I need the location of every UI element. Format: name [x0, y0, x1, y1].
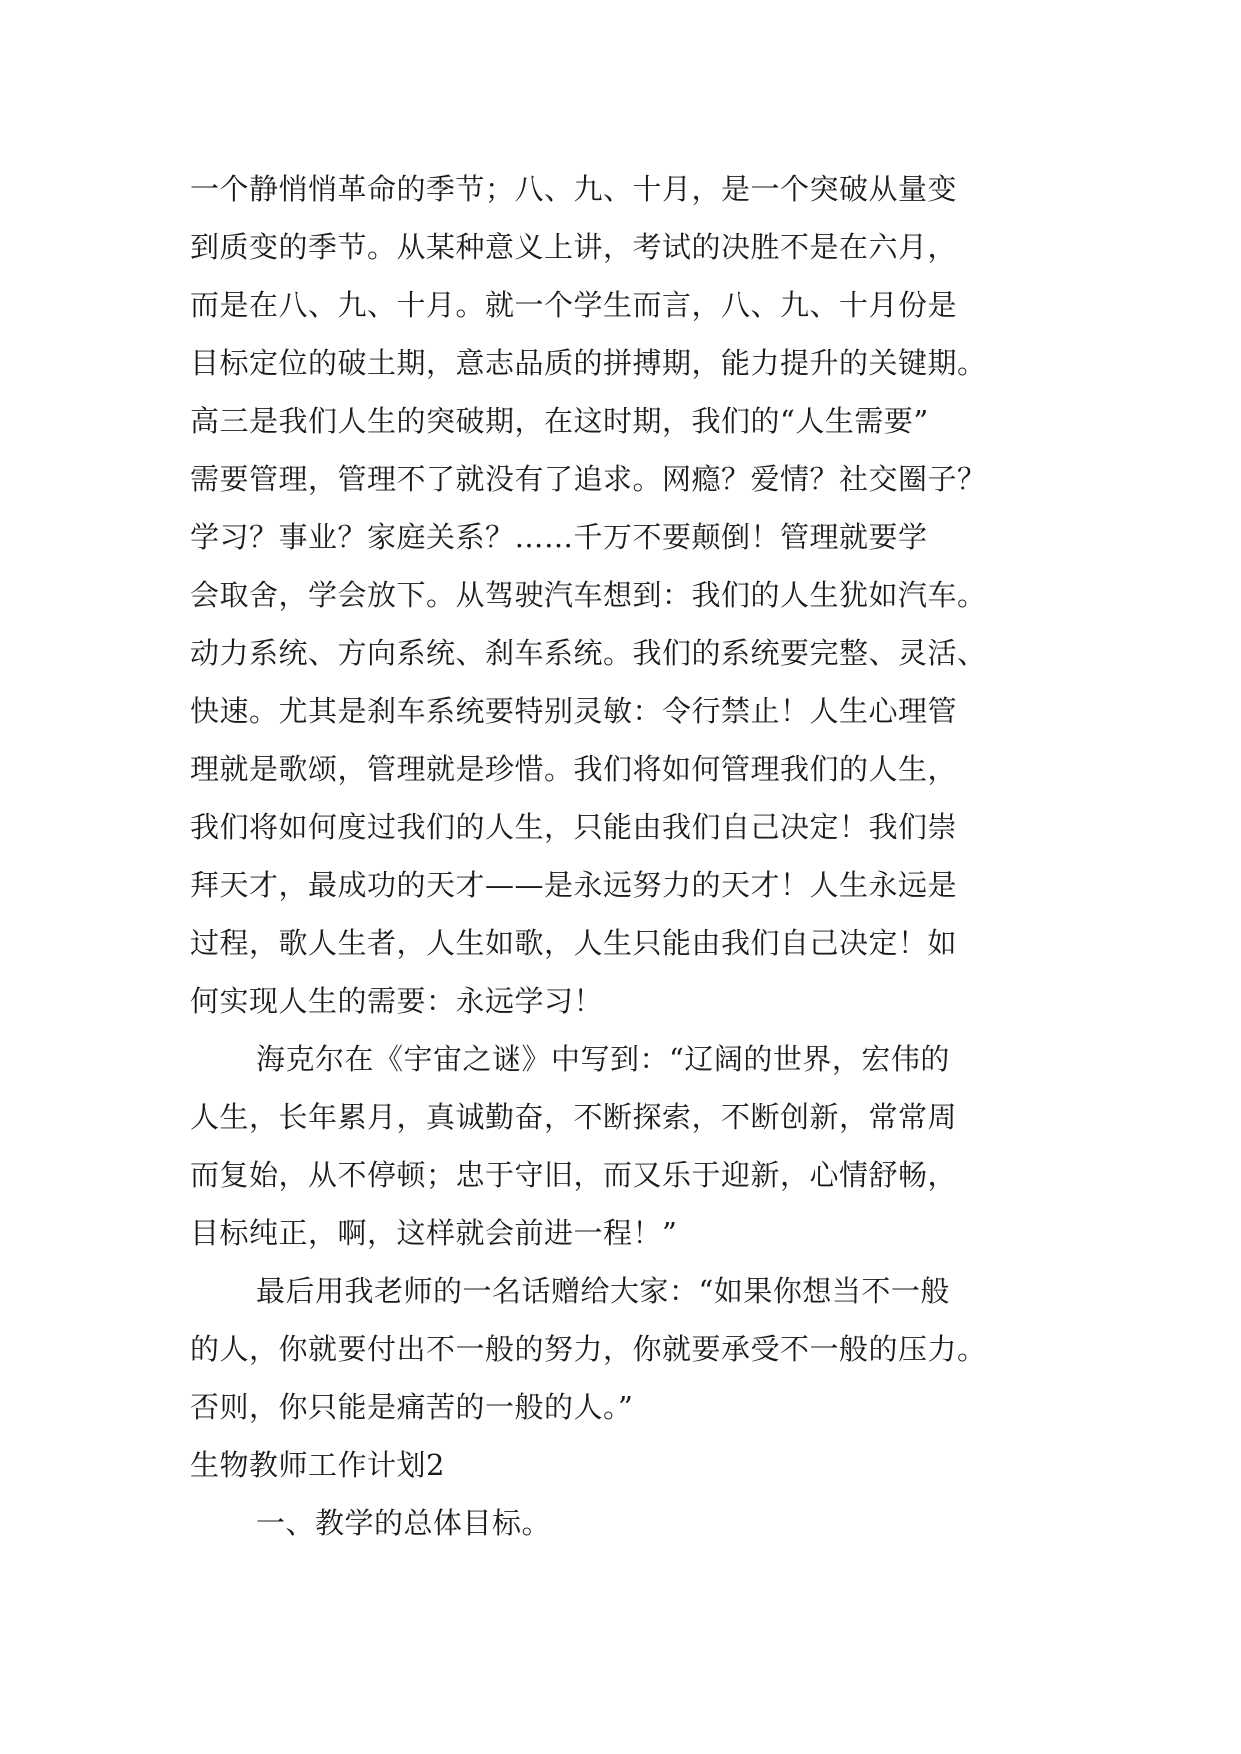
paragraph [190, 1262, 1050, 1436]
text-line: 目标纯正，啊，这样就会前进一程！” [190, 1216, 678, 1250]
text-line: 的人，你就要付出不一般的努力，你就要承受不一般的压力。 [190, 1332, 987, 1366]
paragraph [190, 1030, 1050, 1262]
text-line: 到质变的季节。从某种意义上讲，考试的决胜不是在六月， [190, 230, 958, 264]
section-heading: 生物教师工作计划2 [190, 1448, 445, 1482]
text-line: 而复始，从不停顿；忠于守旧，而又乐于迎新，心情舒畅， [190, 1158, 958, 1192]
subheading: 一、教学的总体目标。 [256, 1506, 552, 1540]
text-line: 学习？事业？家庭关系？……千万不要颠倒！管理就要学 [190, 520, 928, 554]
paragraph [190, 160, 1050, 1030]
text-line: 我们将如何度过我们的人生，只能由我们自己决定！我们崇 [190, 810, 958, 844]
text-line: 而是在八、九、十月。就一个学生而言，八、九、十月份是 [190, 288, 958, 322]
text-line: 海克尔在《宇宙之谜》中写到：“辽阔的世界，宏伟的 [256, 1042, 950, 1076]
text-line: 人生，长年累月，真诚勤奋，不断探索，不断创新，常常周 [190, 1100, 958, 1134]
text-line: 何实现人生的需要：永远学习！ [190, 984, 604, 1018]
text-line: 理就是歌颂，管理就是珍惜。我们将如何管理我们的人生， [190, 752, 958, 786]
text-line: 一个静悄悄革命的季节；八、九、十月，是一个突破从量变 [190, 172, 958, 206]
document-body [190, 160, 1050, 1552]
text-line: 拜天才，最成功的天才——是永远努力的天才！人生永远是 [190, 868, 958, 902]
text-line: 需要管理，管理不了就没有了追求。网瘾？爱情？社交圈子？ [190, 462, 987, 496]
text-line: 最后用我老师的一名话赠给大家：“如果你想当不一般 [256, 1274, 950, 1308]
text-line: 目标定位的破土期，意志品质的拼搏期，能力提升的关键期。 [190, 346, 987, 380]
text-line: 动力系统、方向系统、刹车系统。我们的系统要完整、灵活、 [190, 636, 987, 670]
text-line: 过程，歌人生者，人生如歌，人生只能由我们自己决定！如 [190, 926, 958, 960]
text-line: 快速。尤其是刹车系统要特别灵敏：令行禁止！人生心理管 [190, 694, 958, 728]
text-line: 高三是我们人生的突破期，在这时期，我们的“人生需要” [190, 404, 929, 438]
text-line: 否则，你只能是痛苦的一般的人。” [190, 1390, 634, 1424]
text-line: 会取舍，学会放下。从驾驶汽车想到：我们的人生犹如汽车。 [190, 578, 987, 612]
